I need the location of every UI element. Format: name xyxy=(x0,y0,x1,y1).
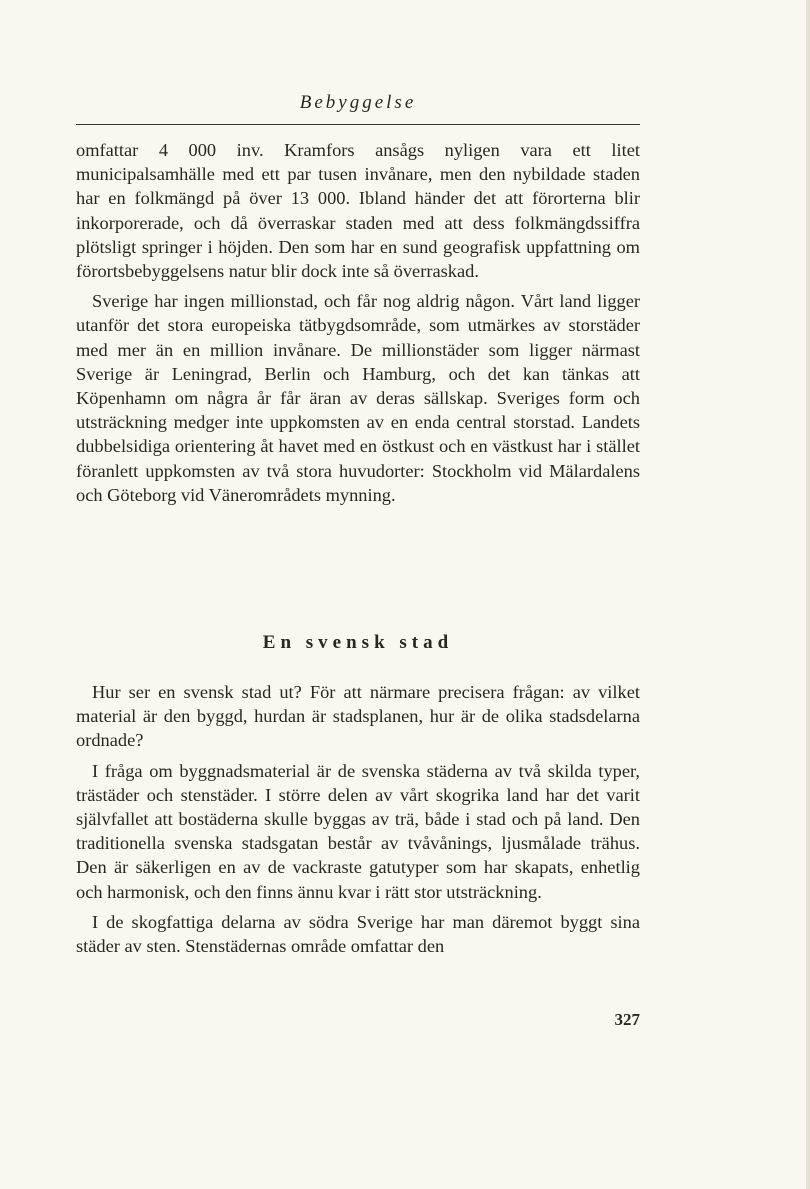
section-title: En svensk stad xyxy=(262,632,454,653)
paragraph-continued: omfattar 4 000 inv. Kramfors ansågs nyligen vara ett litet municipalsamhälle med ett par tusen invånare, men den nybildade staden har en folkmängd på över 13 000. Ibland händer det att förorterna blir inkorporerade, och då överraskar staden med att dess folkmängdssiffra plötsligt springer i höjden. Den som har en sund geografisk uppfattning om förortsbebyggelsens natur blir dock inte så överraskad. xyxy=(76,140,640,282)
paragraph-stone-towns: I de skogfattiga delarna av södra Sverige har man däremot byggt sina städer av sten. Stenstädernas område omfattar den xyxy=(76,911,640,957)
page-edge xyxy=(806,0,810,1189)
text-block-upper xyxy=(76,138,640,507)
header-rule xyxy=(76,124,640,125)
paragraph-material: I fråga om byggnadsmaterial är de svenska städerna av två skilda typer, trästäder och stenstäder. I större delen av vårt skogrika land har det varit självfallet att bostäderna skulle byggas av trä, både i stad och på land. Den traditionella svenska stadsgatan består av tvåvånings, ljusmålade trähus. Den är säkerligen en av de vackraste gatutyper som har skapats, enhetlig och harmonisk, och den finns ännu kvar i rätt stor utsträckning. xyxy=(76,760,640,902)
running-head: Bebyggelse xyxy=(299,92,417,113)
text-block-lower xyxy=(76,680,640,958)
paragraph-question: Hur ser en svensk stad ut? För att närmare precisera frågan: av vilket material är den byggd, hurdan är stadsplanen, hur är de olika stadsdelarna ordnade? xyxy=(76,682,640,751)
page-number: 327 xyxy=(614,1010,640,1029)
paragraph-millionstad: Sverige har ingen millionstad, och får nog aldrig någon. Vårt land ligger utanför det stora europeiska tätbygdsområde, som utmärkes av storstäder med mer än en million invånare. De millionstäder som ligger närmast Sverige är Leningrad, Berlin och Hamburg, och det kan tänkas att Köpenhamn om några år får äran av deras sällskap. Sveriges form och utsträckning medger inte uppkomsten av en enda central storstad. Landets dubbelsidiga orientering åt havet med en östkust och en västkust har i stället föranlett uppkomsten av två stora huvudorter: Stockholm vid Mälardalens och Göteborg vid Vänerområdets mynning. xyxy=(76,291,640,505)
